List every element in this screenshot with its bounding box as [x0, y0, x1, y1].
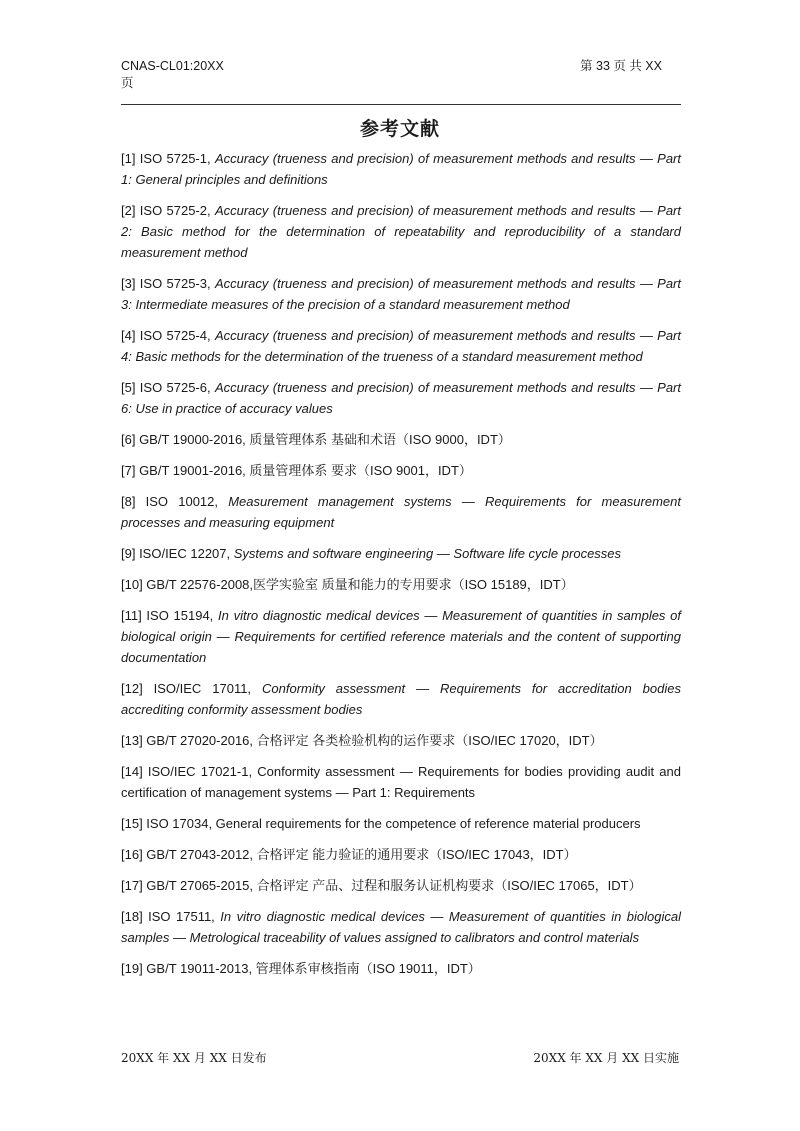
- reference-title: Measurement management systems — Requirements for measurement processes and measuring equipment: [121, 494, 681, 530]
- reference-lead: [15] ISO 17034, General requirements for the competence of reference material producers: [121, 816, 641, 831]
- reference-lead: [1] ISO 5725-1,: [121, 151, 215, 166]
- reference-title: Conformity assessment — Requirements for accreditation bodies accrediting conformity assessment bodies: [121, 681, 681, 717]
- reference-lead: [6] GB/T 19000-2016, 质量管理体系 基础和术语（ISO 9000，IDT）: [121, 432, 511, 447]
- reference-title: Accuracy (trueness and precision) of measurement methods and results — Part 1: General principles and definitions: [121, 151, 681, 187]
- reference-title: In vitro diagnostic medical devices — Measurement of quantities in biological samples — Metrological traceability of values assigned to calibrators and control materials: [121, 909, 681, 945]
- reference-item: [121, 844, 681, 865]
- reference-lead: [8] ISO 10012,: [121, 494, 229, 509]
- reference-item: [121, 273, 681, 315]
- reference-lead: [4] ISO 5725-4,: [121, 328, 215, 343]
- reference-lead: [19] GB/T 19011-2013, 管理体系审核指南（ISO 19011，IDT）: [121, 961, 481, 976]
- reference-title: Systems and software engineering — Software life cycle processes: [233, 546, 622, 561]
- reference-list: [121, 148, 681, 989]
- reference-item: [121, 377, 681, 419]
- reference-lead: [2] ISO 5725-2,: [121, 203, 215, 218]
- page-suffix: 页: [121, 76, 134, 90]
- reference-lead: [12] ISO/IEC 17011,: [121, 681, 262, 696]
- reference-item: [121, 730, 681, 751]
- header-divider: [121, 104, 681, 105]
- reference-item: [121, 678, 681, 720]
- reference-lead: [14] ISO/IEC 17021-1, Conformity assessment — Requirements for bodies providing audit and certification of management systems — Part 1: Requirements: [121, 764, 681, 800]
- reference-title: Accuracy (trueness and precision) of measurement methods and results — Part 2: Basic method for the determination of repeatability and reproducibility of a standard measurement method: [121, 203, 681, 260]
- reference-lead: [5] ISO 5725-6,: [121, 380, 215, 395]
- reference-lead: [18] ISO 17511,: [121, 909, 221, 924]
- reference-lead: [7] GB/T 19001-2016, 质量管理体系 要求（ISO 9001，IDT）: [121, 463, 472, 478]
- reference-item: [121, 200, 681, 263]
- reference-lead: [9] ISO/IEC 12207,: [121, 546, 234, 561]
- reference-lead: [16] GB/T 27043-2012, 合格评定 能力验证的通用要求（ISO/IEC 17043，IDT）: [121, 847, 577, 862]
- reference-item: [121, 875, 681, 896]
- doc-code: CNAS-CL01:20XX: [121, 59, 224, 73]
- reference-item: [121, 460, 681, 481]
- reference-item: [121, 813, 681, 834]
- reference-title: Accuracy (trueness and precision) of measurement methods and results — Part 3: Intermediate measures of the precision of a standard measurement method: [121, 276, 681, 312]
- header-doc-code: [121, 58, 281, 92]
- reference-item: [121, 574, 681, 595]
- reference-item: [121, 761, 681, 803]
- reference-title: Accuracy (trueness and precision) of measurement methods and results — Part 4: Basic methods for the determination of the trueness of a standard measurement method: [121, 328, 681, 364]
- reference-item: [121, 429, 681, 450]
- reference-lead: [13] GB/T 27020-2016, 合格评定 各类检验机构的运作要求（ISO/IEC 17020，IDT）: [121, 733, 603, 748]
- reference-item: [121, 543, 681, 564]
- page-title: 参考文献: [359, 118, 440, 140]
- header-page-info: 第 33 页 共 XX: [580, 59, 662, 73]
- reference-item: [121, 491, 681, 533]
- reference-item: [121, 148, 681, 190]
- reference-item: [121, 906, 681, 948]
- footer-implemented-date: 20XX 年 XX 月 XX 日实施: [533, 1051, 679, 1065]
- reference-item: [121, 325, 681, 367]
- reference-lead: [3] ISO 5725-3,: [121, 276, 215, 291]
- reference-title: Accuracy (trueness and precision) of measurement methods and results — Part 6: Use in practice of accuracy values: [121, 380, 681, 416]
- reference-item: [121, 605, 681, 668]
- reference-item: [121, 958, 681, 979]
- reference-lead: [10] GB/T 22576-2008,医学实验室 质量和能力的专用要求（ISO 15189，IDT）: [121, 577, 574, 592]
- reference-lead: [17] GB/T 27065-2015, 合格评定 产品、过程和服务认证机构要求（ISO/IEC 17065，IDT）: [121, 878, 642, 893]
- reference-title: In vitro diagnostic medical devices — Measurement of quantities in samples of biological origin — Requirements for certified reference materials and the content of supporting documentation: [121, 608, 681, 665]
- reference-lead: [11] ISO 15194,: [121, 608, 219, 623]
- footer-published-date: 20XX 年 XX 月 XX 日发布: [121, 1051, 267, 1065]
